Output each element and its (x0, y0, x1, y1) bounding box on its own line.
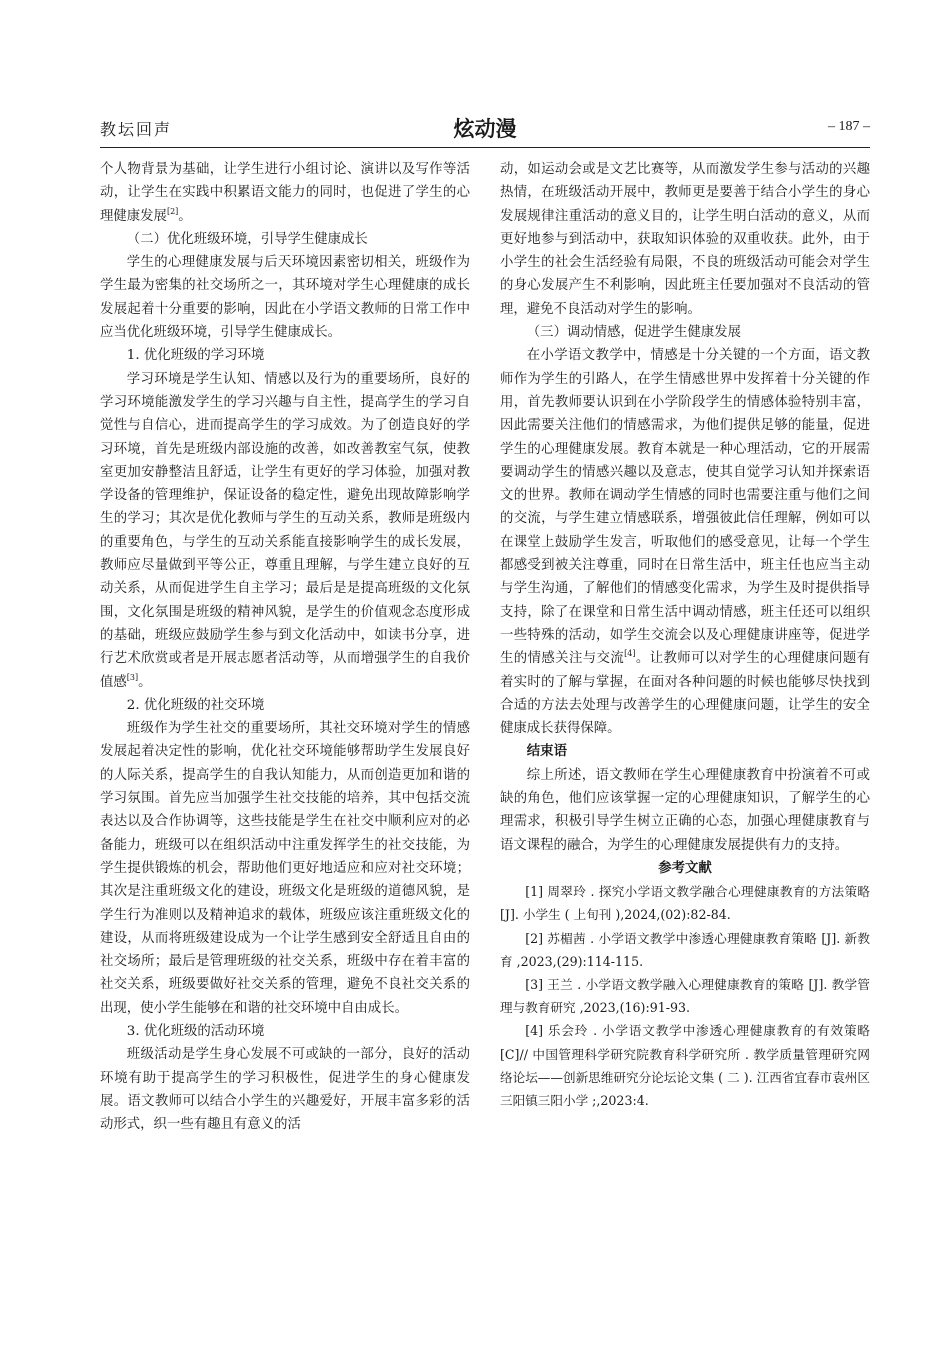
citation: [3] (126, 672, 139, 682)
reference-item: [1] 周翠玲 . 探究小学语文教学融合心理健康教育的方法策略 [J]. 小学生 ( 上旬刊 ),2024,(02):82-84. (500, 884, 870, 923)
page-number: – 187 – (828, 119, 870, 134)
section-heading: （二）优化班级环境，引导学生健康成长 (126, 231, 368, 247)
paragraph: 学生的心理健康发展与后天环境因素密切相关，班级作为学生最为密集的社交场所之一，其环境对学生心理健康的成长发展起着十分重要的影响，因此在小学语文教师的日常工作中应当优化班级环境，引导学生健康成长。 (100, 255, 470, 341)
reference-list (500, 880, 870, 1112)
paragraph: 在小学语文教学中，情感是十分关键的一个方面，语文教师作为学生的引路人，在学生情感世界中发挥着十分关键的作用，首先教师要认识到在小学阶段学生的情感体验特别丰富，因此需要关注他们的情感需求，为他们提供足够的能量，促进学生的心理健康发展。教育本就是一种心理活动，它的开展需要调动学生的情感兴趣以及意志，使其自觉学习认知并探索语文的世界。教师在调动学生情感的同时也需要注重与他们之间的交流，与学生建立情感联系，增强彼此信任理解，例如可以在课堂上鼓励学生发言，听取他们的感受意见，让每一个学生都感受到被关注尊重，同时在日常生活中，班主任也应当主动与学生沟通，了解他们的情感变化需求，为学生及时提供指导支持，除了在课堂和日常生活中调动情感，班主任还可以组织一些特殊的活动，如学生交流会以及心理健康讲座等，促进学生的情感关注与交流[4]。让教师可以对学生的心理健康问题有着实时的了解与掌握，在面对各种问题的时候也能够尽快找到合适的方法去处理与改善学生的心理健康问题，让学生的安全健康成长获得保障。 (500, 348, 871, 737)
reference-item: [4] 乐会玲 . 小学语文教学中渗透心理健康教育的有效策略 [C]// 中国管理科学研究院教育科学研究所 . 教学质量管理研究网络论坛——创新思维研究分论坛论文集 ( 二 ). 江西省宜春市袁州区三阳镇三阳小学 ;,2023:4. (500, 1023, 870, 1109)
right-column (500, 158, 870, 1112)
column-name: 教坛回声 (100, 120, 173, 139)
references-heading: 参考文献 (658, 860, 712, 876)
paragraph: 班级作为学生社交的重要场所，其社交环境对学生的情感发展起着决定性的影响，优化社交环境能够帮助学生发展良好的人际关系，提高学生的自我认知能力，从而创造更加和谐的学习氛围。首先应当加强学生社交技能的培养，其中包括交流表达以及合作协调等，这些技能是学生在社交中顺利应对的必备能力，班级可以在组织活动中注重发挥学生的社交技能，为学生提供锻炼的机会，帮助他们更好地适应和应对社交环境；其次是注重班级文化的建设，班级文化是班级的道德风貌，是学生行为准则以及精神追求的载体，班级应该注重班级文化的建设，从而将班级建设成为一个让学生感到安全舒适且自由的社交场所；最后是管理班级的社交关系，班级中存在着丰富的社交关系，班级要做好社交关系的管理，避免不良社交关系的出现，使小学生能够在和谐的社交环境中自由成长。 (100, 721, 470, 1016)
reference-item: [2] 苏楣茜 . 小学语文教学中渗透心理健康教育策略 [J]. 新教育 ,2023,(29):114-115. (500, 930, 870, 969)
citation: [2] (166, 206, 179, 216)
conclusion-heading: 结束语 (526, 744, 567, 760)
paragraph: 综上所述，语文教师在学生心理健康教育中扮演着不可或缺的角色，他们应该掌握一定的心理健康知识，了解学生的心理需求，积极引导学生树立正确的心态，加强心理健康教育与语文课程的融合，为学生的心理健康发展提供有力的支持。 (500, 767, 870, 853)
page-header (100, 113, 870, 143)
section-heading: （三）调动情感，促进学生健康发展 (526, 325, 742, 341)
paragraph: 班级活动是学生身心发展不可或缺的一部分，良好的活动环境有助于提高学生的学习积极性，促进学生的身心健康发展。语文教师可以结合小学生的兴趣爱好，开展丰富多彩的活动形式，织一些有趣且有意义的活 (100, 1047, 470, 1133)
paragraph: 动，如运动会或是文艺比赛等，从而激发学生参与活动的兴趣热情，在班级活动开展中，教师更是要善于结合小学生的身心发展规律注重活动的意义目的，让学生明白活动的意义，从而更好地参与到活动中，获取知识体验的双重收获。此外，由于小学生的社会生活经验有局限，不良的班级活动可能会对学生的身心发展产生不利影响，因此班主任要加强对不良活动的管理，避免不良活动对学生的影响。 (500, 162, 870, 317)
citation: [4] (624, 649, 636, 659)
paragraph: 个人物背景为基础，让学生进行小组讨论、演讲以及写作等活动，让学生在实践中积累语文能力的同时，也促进了学生的心理健康发展[2]。 (100, 162, 470, 224)
left-column (100, 158, 470, 1136)
reference-item: [3] 王兰 . 小学语文教学融入心理健康教育的策略 [J]. 教学管理与教育研究 ,2023,(16):91-93. (500, 977, 870, 1016)
paragraph: 学习环境是学生认知、情感以及行为的重要场所，良好的学习环境能激发学生的学习兴趣与自主性，提高学生的学习自觉性与自信心，进而提高学生的学习成效。为了创造良好的学习环境，首先是班级内部设施的改善，如改善教室气氛，使教室更加安静整洁且舒适，让学生有更好的学习体验，加强对教学设备的管理维护，保证设备的稳定性，避免出现故障影响学生的学习；其次是优化教师与学生的互动关系，教师是班级内的重要角色，与学生的互动关系能直接影响学生的成长发展，教师应尽量做到平等公正，尊重且理解，与学生建立良好的互动关系，从而促进学生自主学习；最后是是提高班级的文化氛围，文化氛围是班级的精神风貌，是学生的价值观念态度形成的基础，班级应鼓励学生参与到文化活动中，如读书分享，进行艺术欣赏或者是开展志愿者活动等，从而增强学生的自我价值感[3]。 (100, 371, 470, 690)
journal-title: 炫动漫 (453, 117, 517, 141)
header-rule (100, 147, 870, 148)
subsection-heading: 3. 优化班级的活动环境 (126, 1023, 265, 1039)
subsection-heading: 2. 优化班级的社交环境 (126, 697, 265, 713)
subsection-heading: 1. 优化班级的学习环境 (126, 348, 265, 364)
